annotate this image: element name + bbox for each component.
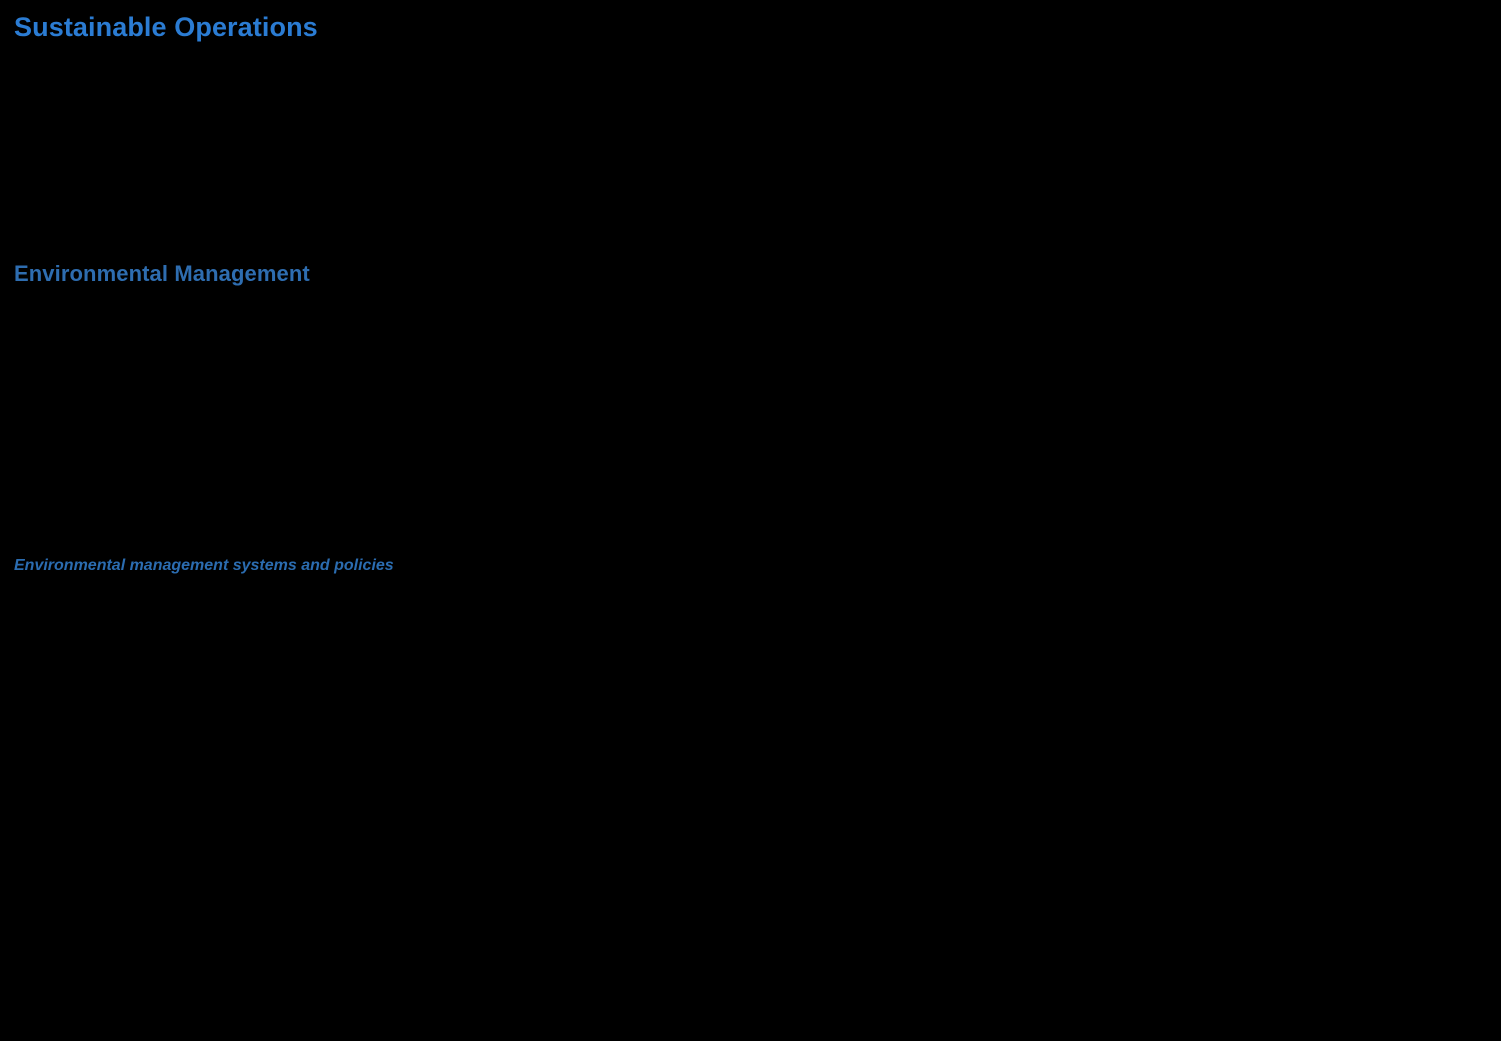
- figure-caption: Environmental management systems and policies: [14, 557, 394, 574]
- section-heading-environmental-management: Environmental Management: [14, 261, 310, 286]
- page-title: Sustainable Operations: [14, 12, 318, 42]
